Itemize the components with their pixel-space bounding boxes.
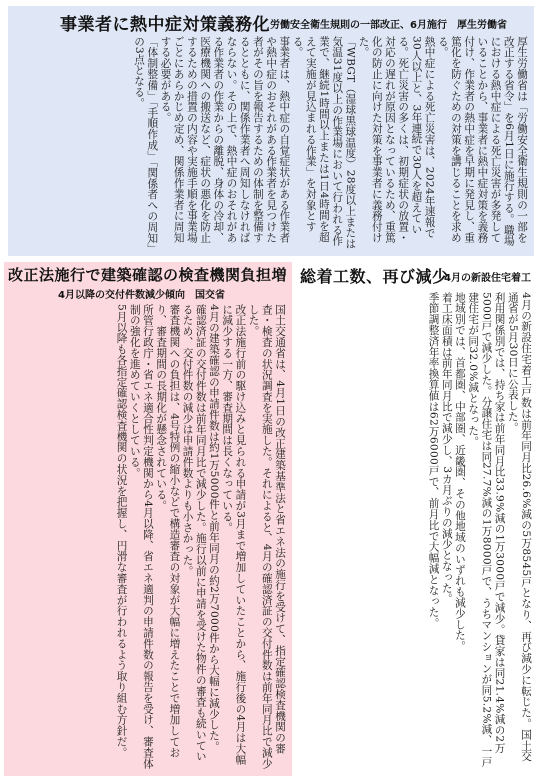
- article-headline: 総着工数、再び減少: [300, 267, 449, 286]
- article-headline: 改正法施行で建築確認の検査機関負担増: [8, 266, 288, 284]
- article-body: 4月の新設住宅着工戸数は前年同月比26.6%減の5万8545戸となり、再び減少に転じた。国土交通省が5月30日に公表した。 利用関係別では、持ち家は前年同月比33.9%減の1万3000戸で減少。貸家は同21.4%減の2万5000戸で減少した。分譲住宅は同27.7%減の1万8000戸で、うちマンションが同5.2%減、一戸建住宅が同32.0%減となった。 地域別では、首都圏、中部圏、近畿圏、その他地域のいずれも減少した。 着工床面積は前年同月比で減少し、3カ月ぶりの減少となった。 季節調整済年率換算値は62万6000戸で、前月比で大幅減となった。: [427, 292, 532, 768]
- article-body: 国土交通省は、4月1日の改正建築基準法と省エネ法の施行を受けて、指定確認検査機関の審査・検査の状況調査を実施した。それによると、4月の確認済証の交付件数は前年同月比で減少した。 改正法施行前の駆け込みと見られる申請が3月まで増加していたことから、施行後の4月は大幅に減少する一方、審査期間は長くなっている。 4月の建築確認の申請件数は約1万5000件と前年同月の約2万7000件から大幅に減少した。 確認済証の交付件数は前年同月比で減少した。施行以前に申請を受けた物件の審査も続いているため、交付件数の減少は申請件数よりも小さかった。 審査機関への負担は、4号特例の縮小などで構造審査の対象が大幅に増えたことで増加しており、審査期間の長期化が懸念されている。 所管行政庁・省エネ適合性判定機関から4月以降、省エネ適判の申請件数の報告を受け、審査体制の強化を進めていくとしている。 5月以降も各指定確認検査機関の状況を把握し、円滑な審査が行われるよう取り組む方針だ。: [115, 304, 286, 769]
- article-subhead: 労働安全衛生規則の一部改正、6月施行 厚生労働省: [270, 20, 507, 31]
- article-building-confirmation: [4, 262, 292, 776]
- article-body: 厚生労働省は「労働安全衛生規則の一部を改正する省令」を6月1日に施行する。職場における熱中症による死亡災害が多発していることから、事業者に熱中症対策を義務付け、作業者の熱中症を早期に発見し、重篤化を防ぐための対策を講じることを求める。 熱中症による死亡災害は、2024年速報で30人以上と、3年連続で30人を超えている。死亡災害の多くは、初期症状の放置・対応の遅れが原因となっているため、重篤化の防止に向けた対策を事業者に義務付けた。 「WBGT（湿球黒球温度）28度以上または気温31度以上の作業場において行われる作業で、継続1時間以上または1日4時間を超えて実施が見込まれる作業」を対象とする。 事業者は、熱中症の自覚症状がある作業者や熱中症のおそれがある作業者を見つけた者がその旨を報告するための体制を整備するとともに、関係作業者へ周知しなければならない。その上で、熱中症のおそれがある作業者の作業からの離脱、身体の冷却、医療機関への搬送など、症状の悪化を防止するための措置の内容や実施手順を事業場ごとにあらかじめ定め、関係作業者に周知する必要がある。 「体制整備」「手順作成」「関係者への周知」の3点となる。: [133, 36, 528, 250]
- article-subhead: 4月以降の交付件数減少傾向 国交省: [58, 290, 225, 301]
- article-headline: 事業者に熱中症対策義務化: [60, 15, 270, 35]
- article-subhead: 4月の新設住宅着工: [444, 273, 531, 284]
- article-heatstroke: [8, 6, 534, 256]
- article-housing-starts: [296, 262, 536, 776]
